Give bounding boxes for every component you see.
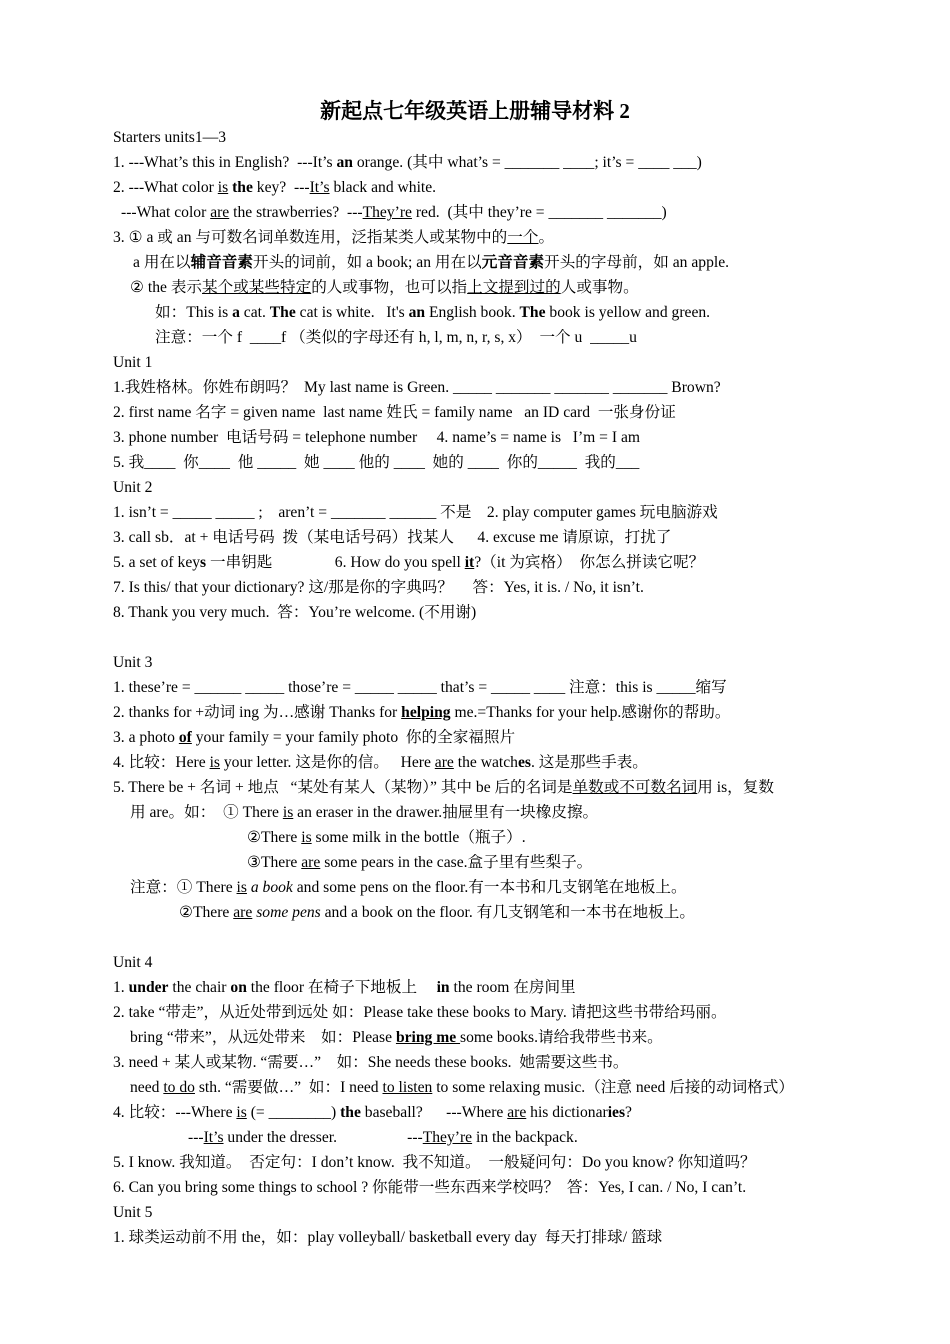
text-segment: Starters units1—3	[113, 129, 227, 146]
text-line	[155, 327, 637, 349]
text-segment: 2. ---What color	[113, 179, 218, 196]
text-segment: sth. “需要做…” 如：I need	[194, 1079, 383, 1096]
text-segment: ② the 表示	[130, 279, 203, 296]
text-segment: bring “带来”，从远处带来 如：Please	[130, 1029, 396, 1046]
text-segment: 1. 球类运动前不用 the，如：play volleyball/ basketball every day 每天打排球/ 篮球	[113, 1229, 663, 1246]
text-line	[130, 277, 639, 299]
text-line	[113, 677, 727, 699]
text-segment: 一串钥匙 6. How do you spell	[206, 554, 465, 571]
text-segment: 2. take “带走”，从近处带到远处 如：Please take these books to Mary. 请把这些书带给玛丽。	[113, 1004, 727, 1021]
text-segment: Unit 1	[113, 354, 153, 371]
text-segment: 1. ---What’s this in English? ---It’s	[113, 154, 337, 171]
text-segment: helping	[401, 704, 451, 721]
text-segment: book is yellow and green.	[545, 304, 711, 321]
text-segment: ?（it 为宾格） 你怎么拼读它呢？	[474, 554, 705, 571]
text-line	[113, 727, 515, 749]
text-segment: his dictionar	[526, 1104, 608, 1121]
text-segment: a	[232, 304, 240, 321]
text-segment: the room 在房间里	[449, 979, 576, 996]
text-segment: some milk in the bottle（瓶子）.	[311, 829, 526, 846]
text-line	[113, 1202, 152, 1224]
text-segment: are	[434, 754, 454, 771]
text-segment: some books.请给我带些书来。	[460, 1029, 663, 1046]
text-line	[113, 1102, 632, 1124]
text-segment: ③There	[247, 854, 302, 871]
text-segment: 一个	[507, 229, 539, 246]
text-segment: They’re	[362, 204, 412, 221]
text-line	[113, 1052, 629, 1074]
text-segment: it	[464, 554, 475, 571]
text-segment: the	[340, 1104, 361, 1121]
text-segment: a 用在以	[133, 254, 191, 271]
text-line	[113, 377, 721, 399]
text-segment: ②There	[247, 829, 302, 846]
text-segment: 4. 比较：Here	[113, 754, 210, 771]
text-line	[113, 452, 639, 474]
text-segment: 3. need + 某人或某物. “需要…” 如：She needs these books. 她需要这些书。	[113, 1054, 629, 1071]
text-line	[247, 852, 592, 874]
text-segment: orange. (其中 what’s = _______ ____; it’s = ____ ___)	[352, 154, 702, 171]
text-segment: the floor 在椅子下地板上	[246, 979, 437, 996]
text-segment: your letter. 这是你的信。 Here	[219, 754, 435, 771]
text-segment: need	[130, 1079, 164, 1096]
text-segment: The	[519, 304, 546, 321]
text-segment: the	[232, 179, 253, 196]
text-segment: me.=Thanks for your help.感谢你的帮助。	[450, 704, 731, 721]
text-line	[130, 1077, 794, 1099]
text-segment: the chair	[168, 979, 231, 996]
text-segment: 注意：① There	[130, 879, 237, 896]
text-line	[113, 1227, 662, 1249]
text-segment: black and white.	[329, 179, 437, 196]
text-line	[155, 302, 710, 324]
text-segment: . 这是那些手表。	[530, 754, 648, 771]
text-segment: 2. first name 名字 = given name last name 姓氏 = family name an ID card 一张身份证	[113, 404, 676, 421]
text-segment: English book.	[425, 304, 520, 321]
text-line	[188, 1127, 578, 1149]
text-line	[130, 802, 598, 824]
text-segment: are	[233, 904, 253, 921]
text-segment: ---What color	[121, 204, 211, 221]
text-line	[113, 427, 640, 449]
text-line	[113, 777, 774, 799]
text-line	[113, 152, 702, 174]
text-segment: 4. 比较：---Where	[113, 1104, 237, 1121]
text-segment: some pens	[256, 904, 321, 921]
text-line	[113, 977, 576, 999]
text-segment: 用 is，复数	[697, 779, 774, 796]
text-segment: 5. a set of key	[113, 554, 201, 571]
text-line	[130, 1027, 663, 1049]
text-segment: 某个或某些特定	[202, 279, 312, 296]
text-line	[113, 127, 226, 149]
text-line	[113, 477, 152, 499]
text-segment: are	[301, 854, 321, 871]
text-segment: are	[507, 1104, 527, 1121]
text-line	[113, 652, 152, 674]
text-line	[113, 952, 152, 974]
text-segment: Unit 2	[113, 479, 153, 496]
text-line	[113, 227, 554, 249]
text-segment: (= ________)	[246, 1104, 341, 1121]
text-segment: The	[269, 304, 296, 321]
text-segment: 5. I know. 我知道。 否定句：I don’t know. 我不知道。 一般疑问句：Do you know? 你知道吗？	[113, 1154, 756, 1171]
text-segment: 6. Can you bring some things to school ? 你能带一些东西来学校吗？ 答：Yes, I can. / No, I can’t.	[113, 1179, 747, 1196]
text-segment: 3. call sb．at + 电话号码 拨（某电话号码）找某人 4. excuse me 请原谅，打扰了	[113, 529, 672, 546]
text-segment: 开头的词前，如 a book; an 用在以	[253, 254, 482, 271]
text-segment: 3. phone number 电话号码 = telephone number 4. name’s = name is I’m = I am	[113, 429, 641, 446]
text-segment: 注意：一个 f ____f （类似的字母还有 h, l, m, n, r, s, x） 一个 u _____u	[155, 329, 637, 346]
text-line	[113, 1002, 727, 1024]
text-line	[113, 702, 730, 724]
text-segment: 1.	[113, 979, 129, 996]
text-line	[121, 202, 667, 224]
text-segment: an	[408, 304, 426, 321]
text-segment: under the dresser. ---	[223, 1129, 423, 1146]
text-segment: 。	[538, 229, 555, 246]
text-segment: 7. Is this/ that your dictionary? 这/那是你的字典吗？ 答：Yes, it is. / No, it isn’t.	[113, 579, 644, 596]
document-title: 新起点七年级英语上册辅导材料 2	[320, 99, 630, 123]
text-segment: 8. Thank you very much. 答：You’re welcome. (不用谢)	[113, 604, 477, 621]
text-line	[113, 527, 671, 549]
text-segment: 1.我姓格林。你姓布朗吗？ My last name is Green. _____ _______ _______ _______ Brown?	[113, 379, 721, 396]
text-segment: is	[209, 754, 220, 771]
text-line	[113, 502, 718, 524]
text-segment: 3. a photo	[113, 729, 179, 746]
text-segment: red. (其中 they’re = _______ _______)	[411, 204, 667, 221]
text-segment: ?	[625, 1104, 632, 1121]
text-segment: 上文提到过的	[467, 279, 561, 296]
text-segment: ---	[188, 1129, 204, 1146]
text-segment: to some relaxing music.（注意 need 后接的动词格式）	[432, 1079, 794, 1096]
text-segment: and some pens on the floor.有一本书和几支钢笔在地板上。	[292, 879, 687, 896]
text-segment: of	[178, 729, 192, 746]
text-line	[113, 402, 676, 424]
text-segment: 5. There be + 名词 + 地点 “某处有某人（某物）” 其中 be 后的名词是	[113, 779, 573, 796]
text-segment: the watch	[453, 754, 518, 771]
text-segment: baseball? ---Where	[360, 1104, 508, 1121]
text-line	[113, 602, 476, 624]
text-segment: is	[236, 879, 247, 896]
text-segment: Unit 5	[113, 1204, 153, 1221]
text-segment: on	[230, 979, 247, 996]
text-segment: cat.	[239, 304, 270, 321]
text-segment: 1. isn’t = _____ _____ ; aren’t = _______ ______ 不是 2. play computer games 玩电脑游戏	[113, 504, 718, 521]
text-segment: your family = your family photo 你的全家福照片	[191, 729, 516, 746]
text-segment: 单数或不可数名词	[572, 779, 698, 796]
text-segment: 的人或事物，也可以指	[311, 279, 468, 296]
text-segment: It’s	[203, 1129, 224, 1146]
text-segment: Unit 3	[113, 654, 153, 671]
text-segment: They’re	[422, 1129, 473, 1146]
text-segment: 开头的字母前，如 an apple.	[544, 254, 730, 271]
text-line	[113, 1152, 756, 1174]
text-segment: a book	[250, 879, 293, 896]
text-segment: key? ---	[252, 179, 310, 196]
text-segment: are	[210, 204, 230, 221]
text-segment: bring me	[395, 1029, 461, 1046]
text-segment: and a book on the floor. 有几支钢笔和一本书在地板上。	[320, 904, 695, 921]
text-segment: 用 are。如： ① There	[130, 804, 283, 821]
text-line	[113, 177, 436, 199]
text-segment: 3. ① a 或 an 与可数名词单数连用，泛指某类人或某物中的	[113, 229, 508, 246]
text-line	[133, 252, 729, 274]
text-line	[179, 902, 695, 924]
text-segment: ②There	[179, 904, 234, 921]
text-segment: an	[336, 154, 353, 171]
text-line	[113, 552, 704, 574]
text-line	[113, 752, 648, 774]
text-segment: 如：This is	[155, 304, 233, 321]
text-segment: an eraser in the drawer.抽屉里有一块橡皮擦。	[293, 804, 599, 821]
text-segment: under	[128, 979, 169, 996]
text-segment: 1. these’re = ______ _____ those’re = _____ _____ that’s = _____ ____ 注意：this is _____缩写	[113, 679, 727, 696]
text-segment: to listen	[382, 1079, 433, 1096]
text-segment: 辅音音素	[190, 254, 253, 271]
text-segment: 5. 我____ 你____ 他 _____ 她 ____ 他的 ____ 她的 ____ 你的_____ 我的___	[113, 454, 640, 471]
text-segment: It’s	[309, 179, 330, 196]
text-segment: 人或事物。	[560, 279, 639, 296]
text-segment: ies	[607, 1104, 626, 1121]
text-segment: to do	[163, 1079, 195, 1096]
text-line	[113, 352, 152, 374]
text-segment: s	[200, 554, 207, 571]
text-segment: Unit 4	[113, 954, 153, 971]
text-segment: 元音音素	[481, 254, 545, 271]
text-segment: es	[517, 754, 531, 771]
text-segment: is	[301, 829, 312, 846]
text-segment: in	[436, 979, 450, 996]
text-segment: is	[282, 804, 294, 821]
text-segment: is	[236, 1104, 247, 1121]
text-segment: 2. thanks for +动词 ing 为…感谢 Thanks for	[113, 704, 402, 721]
text-line	[113, 577, 644, 599]
text-segment: in the backpack.	[472, 1129, 578, 1146]
text-segment: the strawberries? ---	[229, 204, 363, 221]
text-segment: cat is white. It's	[295, 304, 409, 321]
text-segment: is	[217, 179, 229, 196]
text-line	[247, 827, 526, 849]
text-line	[130, 877, 687, 899]
text-line	[113, 1177, 746, 1199]
text-segment: some pears in the case.盒子里有些梨子。	[320, 854, 593, 871]
